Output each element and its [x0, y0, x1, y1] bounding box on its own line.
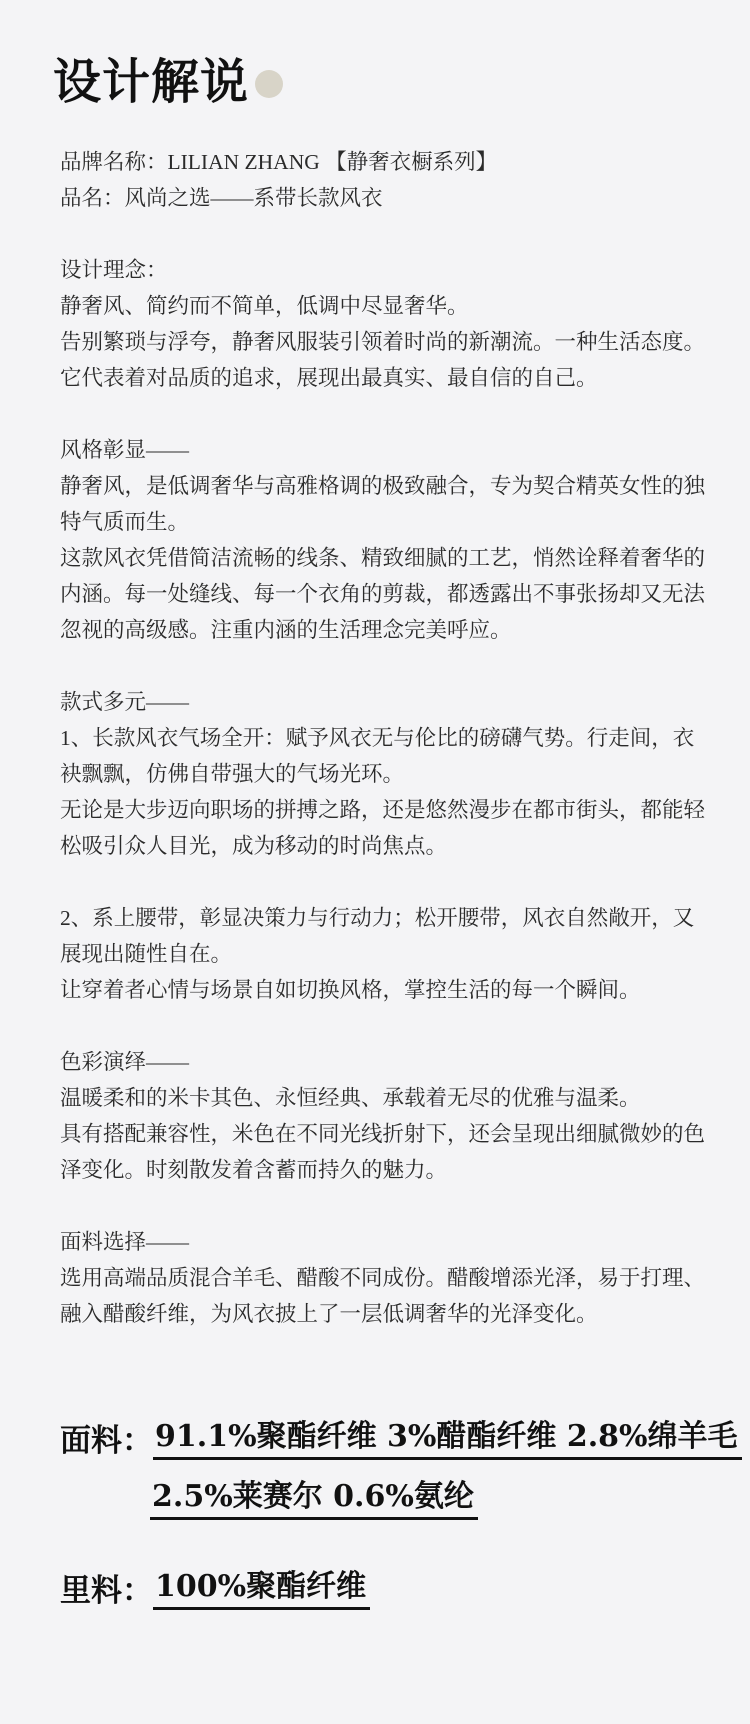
lining-value: 100%聚酯纤维 [153, 1561, 370, 1610]
variety-line: 2、系上腰带，彰显决策力与行动力；松开腰带，风衣自然敞开，又 [60, 906, 695, 930]
description-body [60, 144, 735, 1332]
product-line: 品名：风尚之选——系带长款风衣 [60, 186, 383, 210]
color-line: 具有搭配兼容性，米色在不同光线折射下，还会呈现出细腻微妙的色 [60, 1122, 706, 1146]
fabric-label: 面料： [60, 1423, 153, 1459]
page-title: 设计解说 [53, 54, 250, 110]
concept-line: 告别繁琐与浮夸，静奢风服装引领着时尚的新潮流。一种生活态度。 [60, 330, 706, 354]
style-line: 特气质而生。 [60, 510, 190, 534]
fabric-composition [60, 1400, 742, 1520]
title-group [53, 52, 283, 112]
style-line: 这款风衣凭借简洁流畅的线条、精致细腻的工艺，悄然诠释着奢华的 [60, 546, 706, 570]
concept-line: 静奢风、简约而不简单，低调中尽显奢华。 [60, 294, 469, 318]
color-line: 泽变化。时刻散发着含蓄而持久的魅力。 [60, 1158, 448, 1182]
brand-line: 品牌名称：LILIAN ZHANG 【静奢衣橱系列】 [60, 150, 498, 174]
concept-line: 它代表着对品质的追求，展现出最真实、最自信的自己。 [60, 366, 598, 390]
material-line: 融入醋酸纤维，为风衣披上了一层低调奢华的光泽变化。 [60, 1302, 598, 1326]
material-heading: 面料选择—— [60, 1230, 190, 1254]
fabric-values-line-2: 2.5%莱赛尔 0.6%氨纶 [150, 1471, 478, 1520]
color-heading: 色彩演绎—— [60, 1050, 190, 1074]
style-line: 内涵。每一处缝线、每一个衣角的剪裁，都透露出不事张扬却又无法 [60, 582, 706, 606]
style-line: 静奢风，是低调奢华与高雅格调的极致融合，专为契合精英女性的独 [60, 474, 706, 498]
variety-line: 无论是大步迈向职场的拼搏之路，还是悠然漫步在都市街头，都能轻 [60, 798, 706, 822]
concept-heading: 设计理念： [60, 258, 168, 282]
style-line: 忽视的高级感。注重内涵的生活理念完美呼应。 [60, 618, 512, 642]
variety-line: 让穿着者心情与场景自如切换风格，掌控生活的每一个瞬间。 [60, 978, 641, 1002]
variety-heading: 款式多元—— [60, 690, 190, 714]
variety-line: 1、长款风衣气场全开：赋予风衣无与伦比的磅礴气势。行走间，衣 [60, 726, 695, 750]
material-line: 选用高端品质混合羊毛、醋酸不同成份。醋酸增添光泽，易于打理、 [60, 1266, 706, 1290]
lining-composition [60, 1550, 370, 1610]
style-heading: 风格彰显—— [60, 438, 190, 462]
title-dot-decoration [255, 70, 283, 98]
variety-line: 袂飘飘，仿佛自带强大的气场光环。 [60, 762, 405, 786]
variety-line: 松吸引众人目光，成为移动的时尚焦点。 [60, 834, 448, 858]
fabric-values-line-1: 91.1%聚酯纤维 3%醋酯纤维 2.8%绵羊毛 [153, 1411, 742, 1460]
variety-line: 展现出随性自在。 [60, 942, 233, 966]
color-line: 温暖柔和的米卡其色、永恒经典、承载着无尽的优雅与温柔。 [60, 1086, 641, 1110]
lining-label: 里料： [60, 1573, 153, 1609]
